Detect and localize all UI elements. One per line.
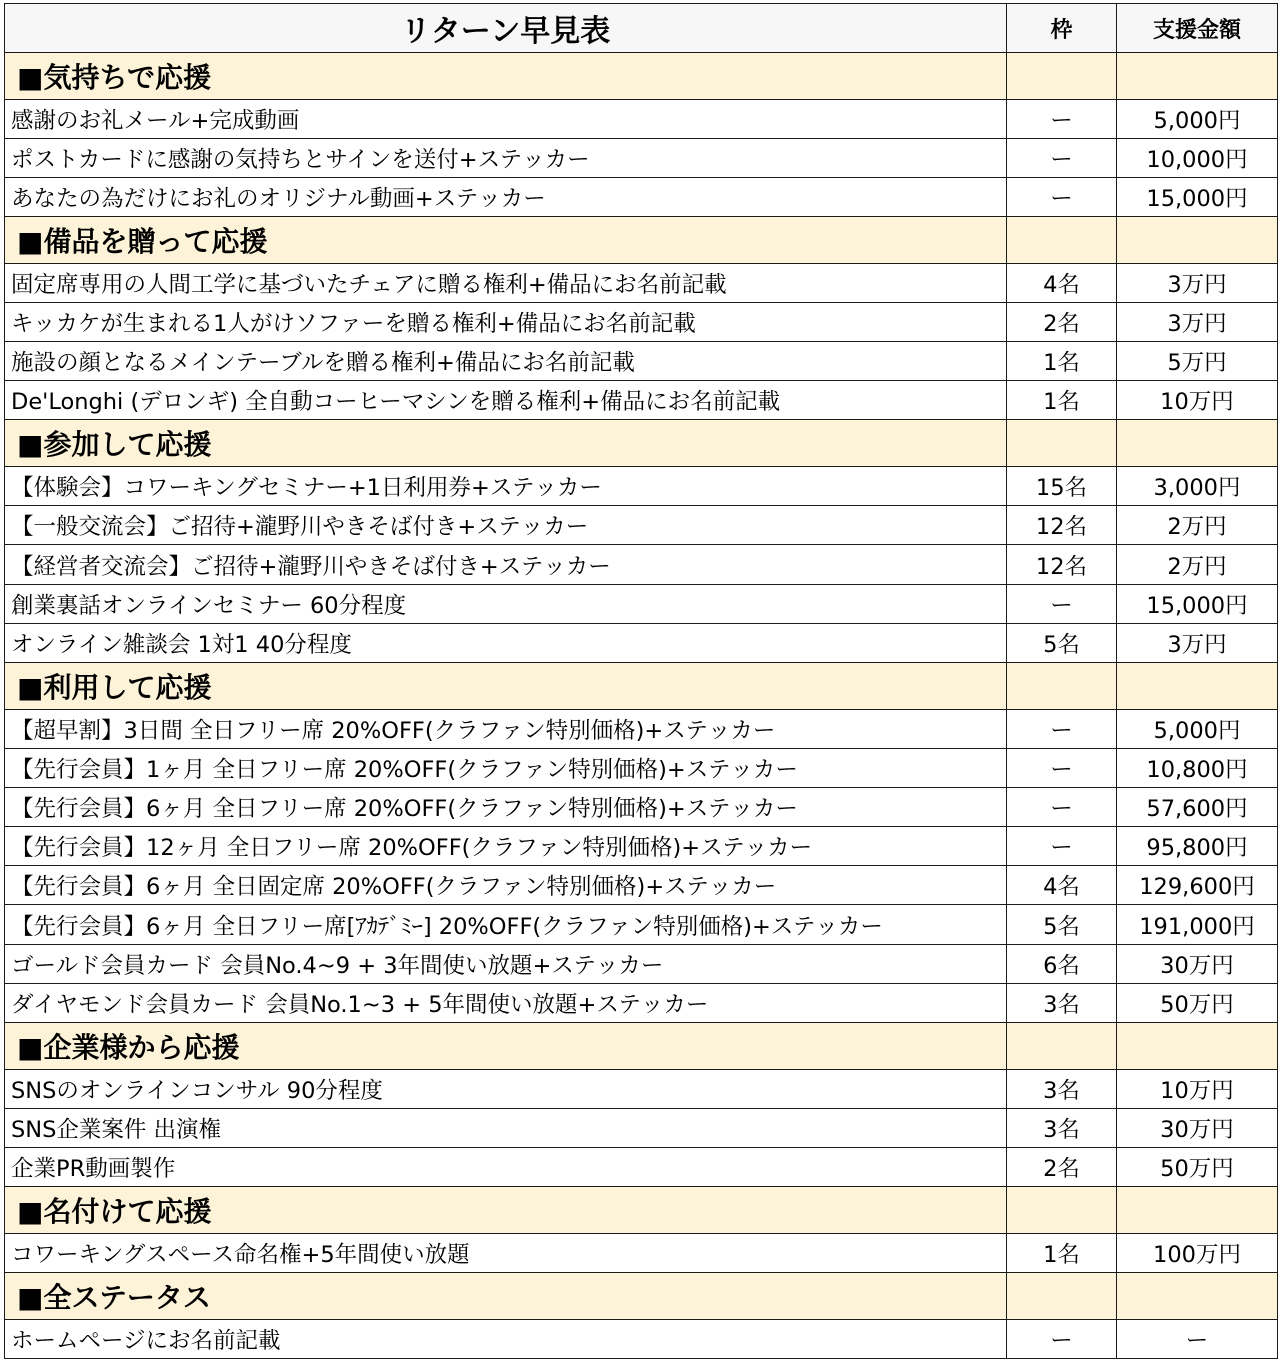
table-row [5, 342, 1278, 381]
support-amount: 50万円 [1117, 983, 1278, 1022]
slot-count: 2名 [1007, 302, 1117, 341]
section-row [5, 1023, 1278, 1070]
return-name: 【先行会員】6ヶ月 全日固定席 20%OFF(クラファン特別価格)+ステッカー [5, 866, 1007, 905]
support-amount: 10万円 [1117, 1069, 1278, 1108]
table-row [5, 545, 1278, 584]
support-amount: 15,000円 [1117, 177, 1278, 216]
support-amount: 10,800円 [1117, 748, 1278, 787]
table-row [5, 944, 1278, 983]
support-amount: 3万円 [1117, 302, 1278, 341]
slot-count: 6名 [1007, 944, 1117, 983]
table-row [5, 709, 1278, 748]
slot-count: 4名 [1007, 866, 1117, 905]
slot-count: 1名 [1007, 342, 1117, 381]
table-title: リターン早見表 [5, 4, 1007, 53]
return-name: ダイヤモンド会員カード 会員No.1~3 + 5年間使い放題+ステッカー [5, 983, 1007, 1022]
slot-count: ー [1007, 709, 1117, 748]
support-amount: 5,000円 [1117, 709, 1278, 748]
support-amount: 15,000円 [1117, 584, 1278, 623]
section-title: ■気持ちで応援 [5, 53, 1007, 100]
slot-count: ー [1007, 787, 1117, 826]
section-slots-cell [1007, 662, 1117, 709]
table-row [5, 1319, 1278, 1358]
section-price-cell [1117, 53, 1278, 100]
return-name: 固定席専用の人間工学に基づいたチェアに贈る権利+備品にお名前記載 [5, 263, 1007, 302]
section-price-cell [1117, 662, 1278, 709]
section-title: ■利用して応援 [5, 662, 1007, 709]
section-slots-cell [1007, 53, 1117, 100]
support-amount: 57,600円 [1117, 787, 1278, 826]
return-name: ゴールド会員カード 会員No.4~9 + 3年間使い放題+ステッカー [5, 944, 1007, 983]
return-name: SNSのオンラインコンサル 90分程度 [5, 1069, 1007, 1108]
section-slots-cell [1007, 1187, 1117, 1234]
slot-count: 1名 [1007, 1233, 1117, 1272]
slot-count: 12名 [1007, 545, 1117, 584]
table-row [5, 177, 1278, 216]
section-price-cell [1117, 217, 1278, 264]
table-row [5, 506, 1278, 545]
table-row [5, 1147, 1278, 1186]
slot-count: 3名 [1007, 1108, 1117, 1147]
section-slots-cell [1007, 217, 1117, 264]
return-name: 【先行会員】1ヶ月 全日フリー席 20%OFF(クラファン特別価格)+ステッカー [5, 748, 1007, 787]
support-amount: 30万円 [1117, 1108, 1278, 1147]
return-name: 【一般交流会】ご招待+瀧野川やきそば付き+ステッカー [5, 506, 1007, 545]
support-amount: 191,000円 [1117, 905, 1278, 944]
support-amount: 3万円 [1117, 623, 1278, 662]
slot-count: 4名 [1007, 263, 1117, 302]
support-amount: ー [1117, 1319, 1278, 1358]
support-amount: 2万円 [1117, 545, 1278, 584]
section-price-cell [1117, 1187, 1278, 1234]
return-name: 【先行会員】6ヶ月 全日フリー席 20%OFF(クラファン特別価格)+ステッカー [5, 787, 1007, 826]
slot-count: ー [1007, 748, 1117, 787]
support-amount: 5万円 [1117, 342, 1278, 381]
slot-count: 1名 [1007, 381, 1117, 420]
section-row [5, 1272, 1278, 1319]
support-amount: 5,000円 [1117, 99, 1278, 138]
section-price-cell [1117, 1023, 1278, 1070]
return-name: 創業裏話オンラインセミナー 60分程度 [5, 584, 1007, 623]
slot-count: ー [1007, 584, 1117, 623]
section-price-cell [1117, 1272, 1278, 1319]
section-price-cell [1117, 420, 1278, 467]
slot-count: ー [1007, 827, 1117, 866]
return-name: 感謝のお礼メール+完成動画 [5, 99, 1007, 138]
price-header: 支援金額 [1117, 4, 1278, 53]
slot-count: 2名 [1007, 1147, 1117, 1186]
section-title: ■名付けて応援 [5, 1187, 1007, 1234]
return-name: 【先行会員】6ヶ月 全日フリー席[ｱｶﾃﾞﾐｰ] 20%OFF(クラファン特別価格)+ステッカー [5, 905, 1007, 944]
table-row [5, 302, 1278, 341]
return-name: 施設の顔となるメインテーブルを贈る権利+備品にお名前記載 [5, 342, 1007, 381]
support-amount: 100万円 [1117, 1233, 1278, 1272]
table-body [5, 53, 1278, 1359]
section-row [5, 53, 1278, 100]
support-amount: 129,600円 [1117, 866, 1278, 905]
return-name: 【経営者交流会】ご招待+瀧野川やきそば付き+ステッカー [5, 545, 1007, 584]
support-amount: 2万円 [1117, 506, 1278, 545]
return-name: オンライン雑談会 1対1 40分程度 [5, 623, 1007, 662]
return-table [4, 3, 1278, 1359]
section-slots-cell [1007, 420, 1117, 467]
slot-count: 5名 [1007, 623, 1117, 662]
slot-count: 15名 [1007, 467, 1117, 506]
table-row [5, 1108, 1278, 1147]
return-name: ポストカードに感謝の気持ちとサインを送付+ステッカー [5, 138, 1007, 177]
section-row [5, 420, 1278, 467]
section-title: ■備品を贈って応援 [5, 217, 1007, 264]
return-name: コワーキングスペース命名権+5年間使い放題 [5, 1233, 1007, 1272]
return-name: De'Longhi (デロンギ) 全自動コーヒーマシンを贈る権利+備品にお名前記載 [5, 381, 1007, 420]
table-row [5, 623, 1278, 662]
return-name: ホームページにお名前記載 [5, 1319, 1007, 1358]
section-row [5, 217, 1278, 264]
table-row [5, 866, 1278, 905]
table-row [5, 827, 1278, 866]
section-row [5, 662, 1278, 709]
table-header-row [5, 4, 1278, 53]
return-name: 【超早割】3日間 全日フリー席 20%OFF(クラファン特別価格)+ステッカー [5, 709, 1007, 748]
return-name: キッカケが生まれる1人がけソファーを贈る権利+備品にお名前記載 [5, 302, 1007, 341]
support-amount: 3,000円 [1117, 467, 1278, 506]
slot-count: 5名 [1007, 905, 1117, 944]
table-row [5, 905, 1278, 944]
support-amount: 30万円 [1117, 944, 1278, 983]
table-row [5, 1069, 1278, 1108]
slot-count: 3名 [1007, 1069, 1117, 1108]
support-amount: 10万円 [1117, 381, 1278, 420]
return-name: SNS企業案件 出演権 [5, 1108, 1007, 1147]
slot-count: 12名 [1007, 506, 1117, 545]
table-row [5, 381, 1278, 420]
return-name: 企業PR動画製作 [5, 1147, 1007, 1186]
return-name: 【先行会員】12ヶ月 全日フリー席 20%OFF(クラファン特別価格)+ステッカー [5, 827, 1007, 866]
slot-count: ー [1007, 1319, 1117, 1358]
table-row [5, 99, 1278, 138]
slot-count: ー [1007, 99, 1117, 138]
section-slots-cell [1007, 1023, 1117, 1070]
slot-count: ー [1007, 138, 1117, 177]
table-row [5, 1233, 1278, 1272]
support-amount: 3万円 [1117, 263, 1278, 302]
section-slots-cell [1007, 1272, 1117, 1319]
return-name: あなたの為だけにお礼のオリジナル動画+ステッカー [5, 177, 1007, 216]
table-row [5, 983, 1278, 1022]
section-title: ■企業様から応援 [5, 1023, 1007, 1070]
support-amount: 95,800円 [1117, 827, 1278, 866]
slots-header: 枠 [1007, 4, 1117, 53]
section-title: ■全ステータス [5, 1272, 1007, 1319]
table-row [5, 787, 1278, 826]
table-row [5, 748, 1278, 787]
slot-count: ー [1007, 177, 1117, 216]
support-amount: 10,000円 [1117, 138, 1278, 177]
table-row [5, 584, 1278, 623]
section-title: ■参加して応援 [5, 420, 1007, 467]
table-row [5, 467, 1278, 506]
table-row [5, 138, 1278, 177]
table-row [5, 263, 1278, 302]
slot-count: 3名 [1007, 983, 1117, 1022]
section-row [5, 1187, 1278, 1234]
return-name: 【体験会】コワーキングセミナー+1日利用券+ステッカー [5, 467, 1007, 506]
support-amount: 50万円 [1117, 1147, 1278, 1186]
